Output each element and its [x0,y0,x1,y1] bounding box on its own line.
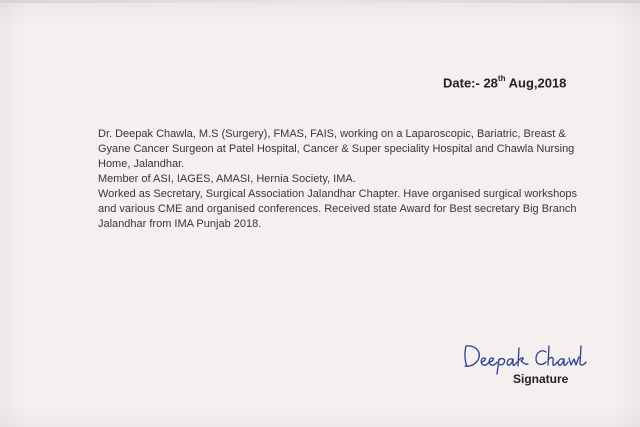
date-line [443,75,566,90]
date-prefix: Date:- 28 [443,75,498,91]
letter-body [98,127,584,232]
paragraph-achievements: Worked as Secretary, Surgical Association Jalandhar Chapter. Have organised surgical workshops and various CME and organised conferences. Received state Award for Best secretary Big Branch Jalandhar from IMA Punjab 2018. [98,188,577,230]
paragraph-membership: Member of ASI, IAGES, AMASI, Hernia Society, IMA. [98,173,356,185]
date-rest: Aug,2018 [505,75,567,91]
paper-top-edge [0,0,640,3]
paragraph-credentials: Dr. Deepak Chawla, M.S (Surgery), FMAS, FAIS, working on a Laparoscopic, Bariatric, Breast & Gyane Cancer Surgeon at Patel Hospital, Cancer & Super speciality Hospital and Chawla Nursing Home, Jalandhar. [98,128,575,170]
signature-label: Signature [513,372,569,386]
date-ordinal: th [497,74,506,83]
